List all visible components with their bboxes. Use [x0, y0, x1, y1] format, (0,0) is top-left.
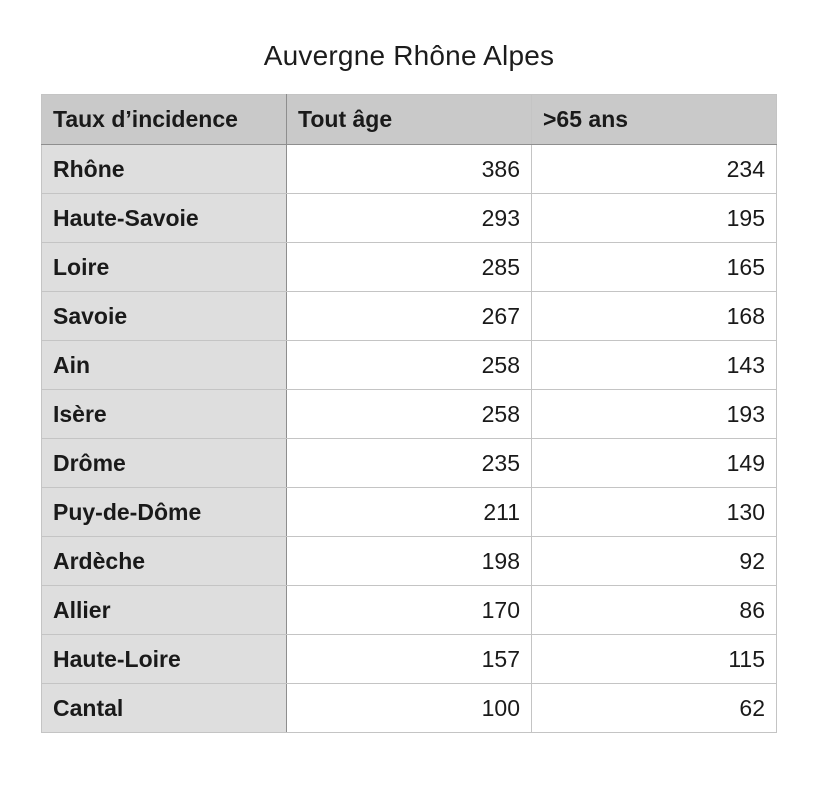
table-row	[42, 635, 777, 684]
cell-65-ans: 149	[532, 439, 777, 488]
row-label: Drôme	[42, 439, 287, 488]
cell-tout-age: 293	[287, 194, 532, 243]
cell-tout-age: 267	[287, 292, 532, 341]
row-label: Puy-de-Dôme	[42, 488, 287, 537]
table-row	[42, 439, 777, 488]
cell-65-ans: 86	[532, 586, 777, 635]
column-header-taux: Taux d’incidence	[42, 95, 287, 145]
cell-65-ans: 168	[532, 292, 777, 341]
cell-65-ans: 62	[532, 684, 777, 733]
table-row	[42, 586, 777, 635]
row-label: Loire	[42, 243, 287, 292]
row-label: Cantal	[42, 684, 287, 733]
cell-tout-age: 157	[287, 635, 532, 684]
cell-tout-age: 285	[287, 243, 532, 292]
table-row	[42, 145, 777, 194]
cell-tout-age: 235	[287, 439, 532, 488]
table-row	[42, 684, 777, 733]
column-header-tout-age: Tout âge	[287, 95, 532, 145]
cell-65-ans: 143	[532, 341, 777, 390]
cell-65-ans: 234	[532, 145, 777, 194]
cell-tout-age: 100	[287, 684, 532, 733]
table-row	[42, 390, 777, 439]
incidence-table	[41, 94, 777, 733]
column-header-65-ans: >65 ans	[532, 95, 777, 145]
table-row	[42, 488, 777, 537]
table-body	[42, 145, 777, 733]
cell-tout-age: 211	[287, 488, 532, 537]
cell-tout-age: 386	[287, 145, 532, 194]
row-label: Ardèche	[42, 537, 287, 586]
table-row	[42, 194, 777, 243]
row-label: Rhône	[42, 145, 287, 194]
table-title: Auvergne Rhône Alpes	[263, 40, 555, 71]
table-row	[42, 292, 777, 341]
cell-65-ans: 165	[532, 243, 777, 292]
cell-tout-age: 198	[287, 537, 532, 586]
cell-tout-age: 170	[287, 586, 532, 635]
table-row	[42, 341, 777, 390]
row-label: Haute-Loire	[42, 635, 287, 684]
row-label: Savoie	[42, 292, 287, 341]
cell-65-ans: 195	[532, 194, 777, 243]
row-label: Isère	[42, 390, 287, 439]
cell-65-ans: 130	[532, 488, 777, 537]
cell-65-ans: 92	[532, 537, 777, 586]
row-label: Allier	[42, 586, 287, 635]
cell-tout-age: 258	[287, 341, 532, 390]
row-label: Ain	[42, 341, 287, 390]
table-row	[42, 537, 777, 586]
cell-65-ans: 115	[532, 635, 777, 684]
row-label: Haute-Savoie	[42, 194, 287, 243]
table-row	[42, 243, 777, 292]
cell-65-ans: 193	[532, 390, 777, 439]
header-row	[42, 95, 777, 145]
cell-tout-age: 258	[287, 390, 532, 439]
